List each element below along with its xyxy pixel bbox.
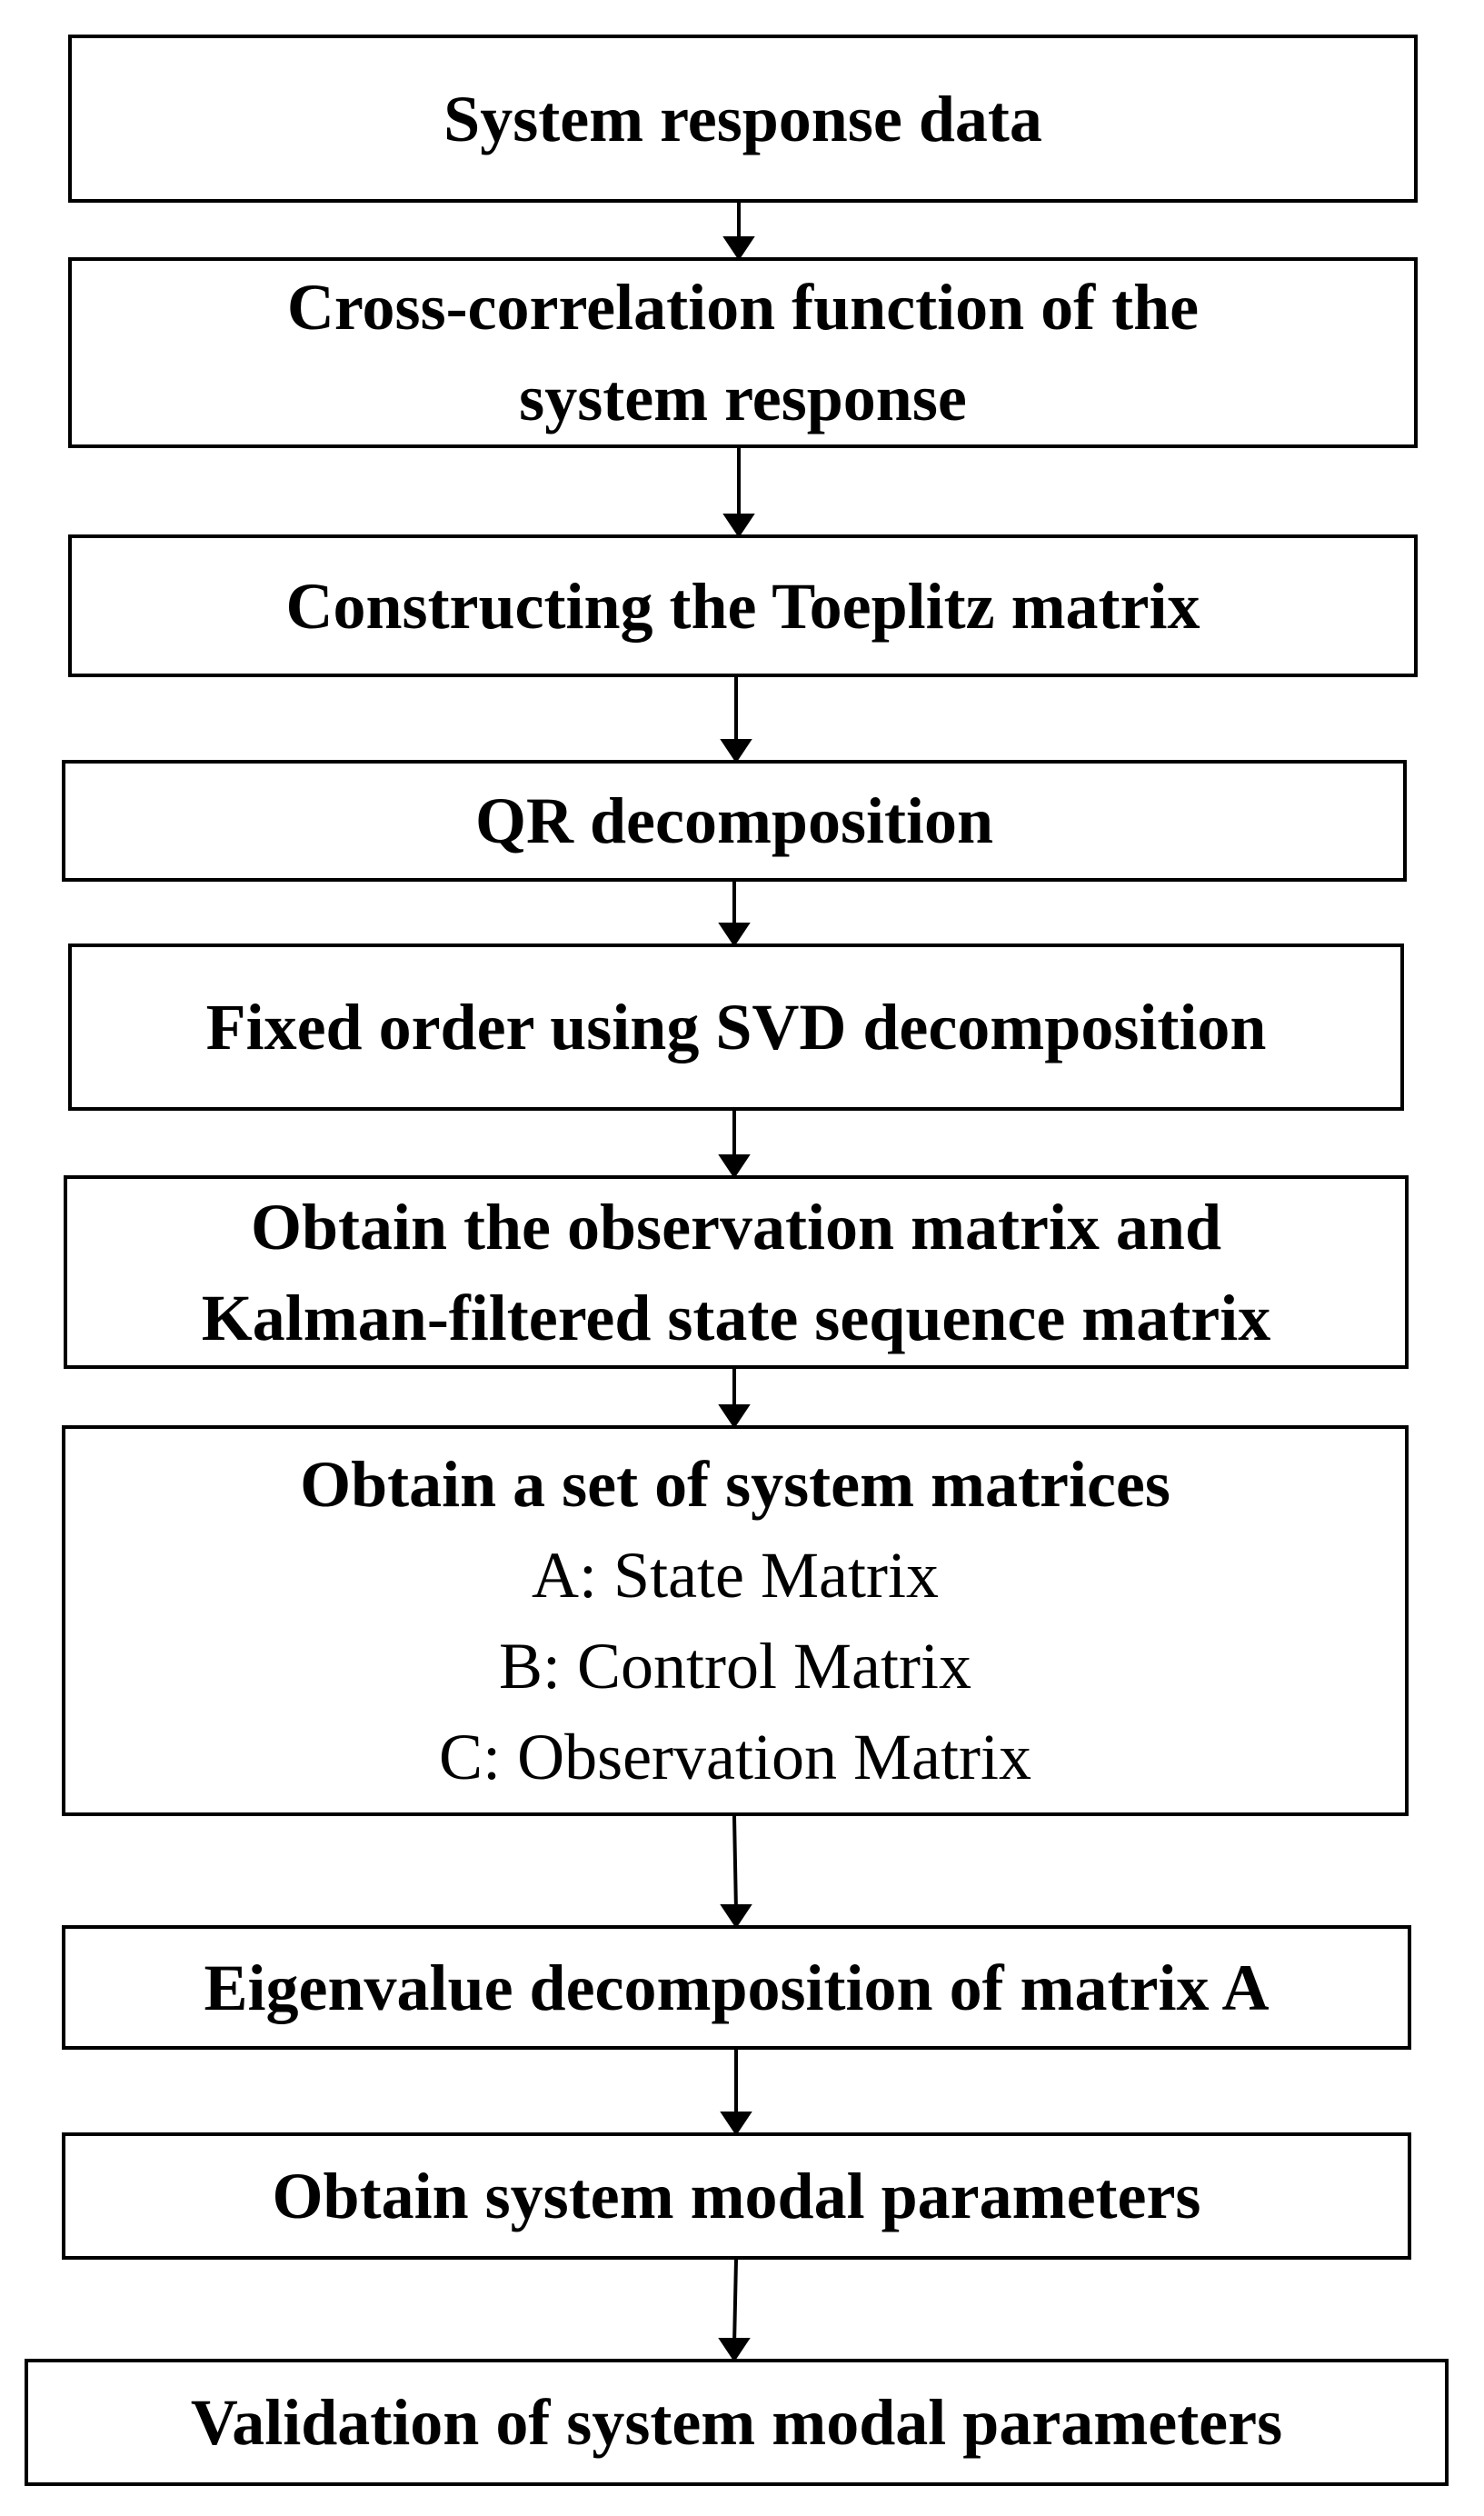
arrow-head-7	[723, 1906, 749, 1925]
arrow-7	[734, 1816, 736, 1912]
step-label: Validation of system modal parameters	[190, 2386, 1283, 2459]
step-title: Obtain a set of system matrices	[300, 1448, 1170, 1521]
arrow-9	[734, 2260, 736, 2345]
step-label: Obtain system modal parameters	[272, 2160, 1201, 2232]
arrow-head-2	[726, 515, 752, 534]
arrow-head-6	[722, 1406, 747, 1425]
step-label: Constructing the Toeplitz matrix	[285, 569, 1200, 643]
step-label: Eigenvalue decomposition of matrix A	[204, 1951, 1270, 2024]
step-label-line-2: Kalman-filtered state sequence matrix	[201, 1281, 1271, 1354]
step-label: QR decomposition	[474, 784, 994, 857]
arrow-head-9	[722, 2340, 747, 2359]
arrow-head-5	[722, 1156, 747, 1175]
step-label-line-1: Obtain the observation matrix and	[250, 1190, 1222, 1263]
matrix-item-c: C: Observation Matrix	[439, 1721, 1031, 1793]
step-label-line-2: system response	[519, 362, 967, 434]
step-label: Fixed order using SVD decomposition	[205, 991, 1267, 1063]
step-label: System response data	[443, 82, 1042, 155]
arrow-head-4	[722, 924, 747, 944]
arrow-head-3	[723, 741, 749, 760]
matrix-item-a: A: State Matrix	[532, 1539, 939, 1612]
arrow-head-8	[723, 2113, 749, 2132]
matrix-item-b: B: Control Matrix	[499, 1630, 971, 1702]
arrow-head-1	[726, 238, 752, 257]
step-label-line-1: Cross-correlation function of the	[286, 271, 1200, 344]
